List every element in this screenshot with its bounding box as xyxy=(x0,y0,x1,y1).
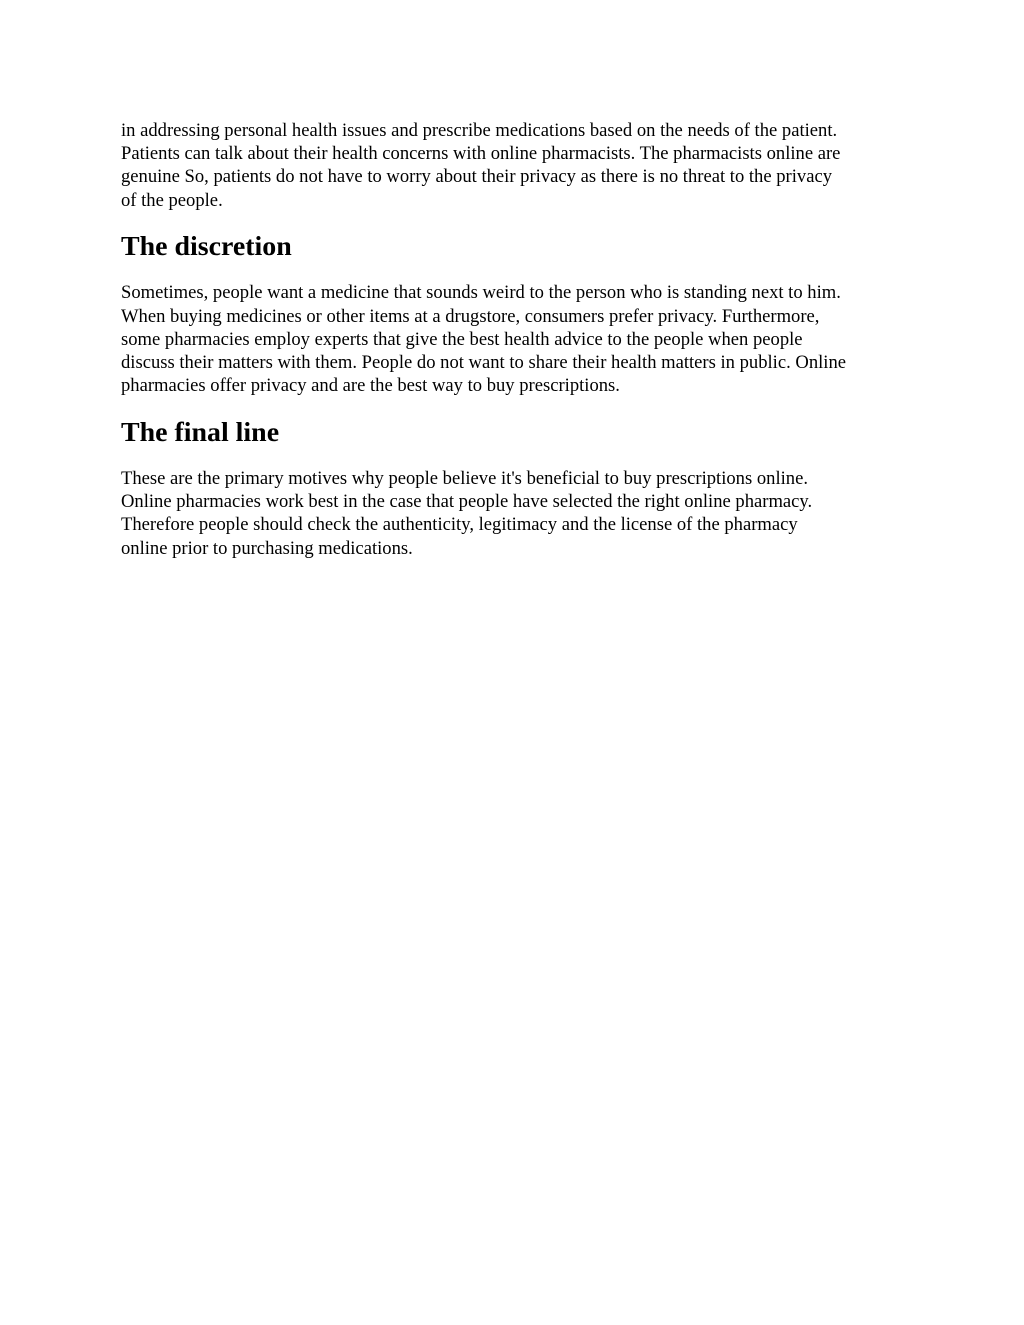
paragraph-line: Patients can talk about their health concerns with online pharmacists. The pharmacists online are xyxy=(121,143,841,165)
paragraph-line: Therefore people should check the authenticity, legitimacy and the license of the pharmacy xyxy=(121,514,798,536)
section-heading-final-line: The final line xyxy=(121,416,280,448)
paragraph-line: of the people. xyxy=(121,189,223,211)
paragraph-line: pharmacies offer privacy and are the best way to buy prescriptions. xyxy=(121,375,620,397)
intro-paragraph xyxy=(121,119,921,212)
paragraph-line: genuine So, patients do not have to worry about their privacy as there is no threat to the privacy xyxy=(121,166,833,188)
paragraph-line: some pharmacies employ experts that give the best health advice to the people when people xyxy=(121,328,803,350)
paragraph-line: Online pharmacies work best in the case that people have selected the right online pharmacy. xyxy=(121,491,813,513)
paragraph-line: discuss their matters with them. People do not want to share their health matters in public. Online xyxy=(121,352,847,373)
section-heading-discretion: The discretion xyxy=(121,231,292,262)
paragraph-line: online prior to purchasing medications. xyxy=(121,537,413,559)
paragraph-line: Sometimes, people want a medicine that sounds weird to the person who is standing next to him. xyxy=(121,282,841,304)
paragraph-line: When buying medicines or other items at a drugstore, consumers prefer privacy. Furthermore, xyxy=(121,305,820,327)
paragraph-line: in addressing personal health issues and prescribe medications based on the needs of the patient. xyxy=(121,120,838,141)
paragraph-line: These are the primary motives why people believe it's beneficial to buy prescriptions online. xyxy=(121,467,808,489)
final-line-paragraph xyxy=(121,467,921,560)
discretion-paragraph xyxy=(121,281,921,397)
document-body xyxy=(121,119,921,583)
